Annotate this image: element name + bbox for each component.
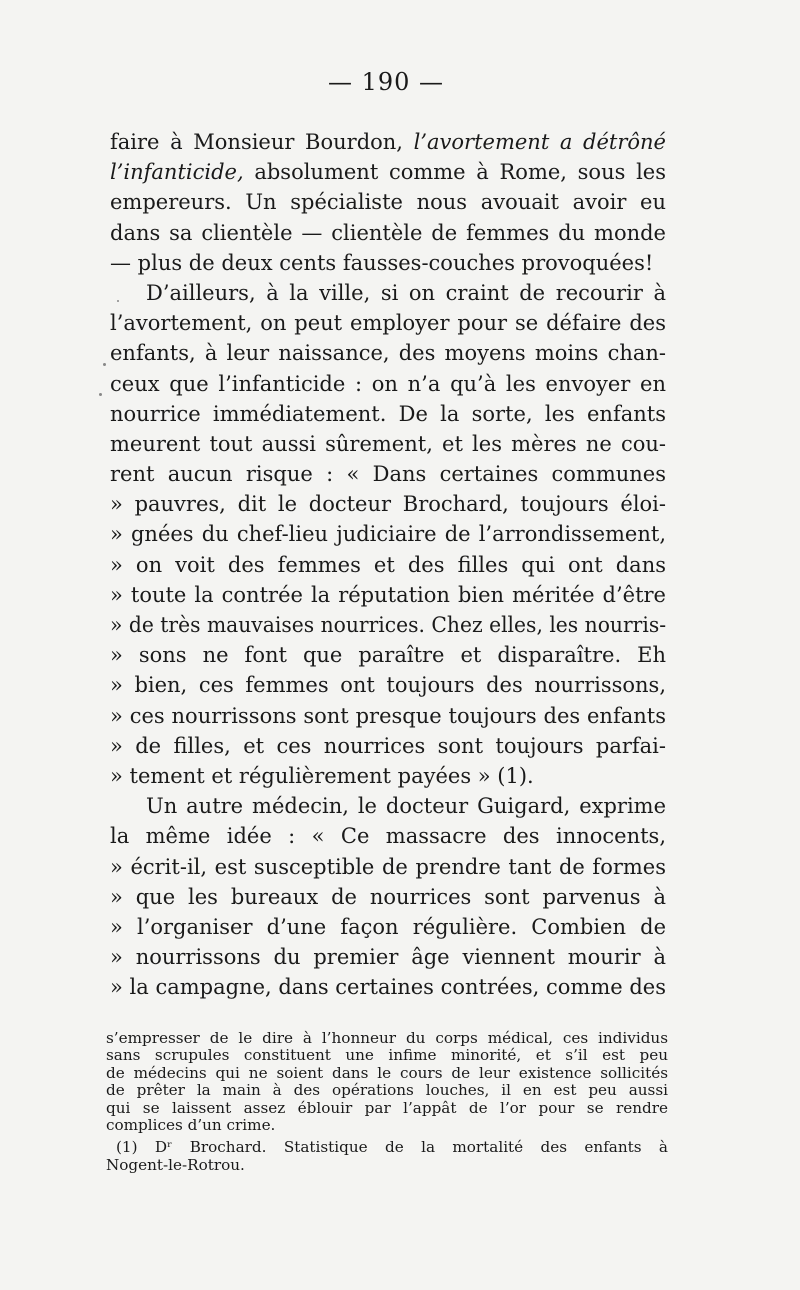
text-line: » la campagne, dans certaines contrées, comme des <box>110 975 666 1000</box>
text-line: » pauvres, dit le docteur Brochard, toujours éloi- <box>110 492 666 517</box>
text-line: faire à Monsieur Bourdon, l’avortement a détrôné <box>110 130 666 154</box>
italic-emphasis: l’infanticide, <box>110 160 244 185</box>
paper-speck <box>103 363 106 366</box>
paper-speck <box>117 300 119 302</box>
text-line: » gnées du chef-lieu judiciaire de l’arrondissement, <box>110 522 666 547</box>
text-line: » toute la contrée la réputation bien méritée d’être <box>110 582 666 607</box>
text-line: meurent tout aussi sûrement, et les mères ne cou- <box>110 431 666 456</box>
footnote-line: qui se laissent assez éblouir par l’appât de l’or pour se rendre <box>106 1098 668 1117</box>
text-line: rent aucun risque : « Dans certaines communes <box>110 462 666 487</box>
text-line: » tement et régulièrement payées » (1). <box>110 763 534 788</box>
footnote-line: complices d’un crime. <box>106 1115 276 1134</box>
text-line: » on voit des femmes et des filles qui ont dans <box>110 552 666 577</box>
text-line: ceux que l’infanticide : on n’a qu’à les envoyer en <box>110 371 666 396</box>
text-line: » l’organiser d’une façon régulière. Combien de <box>110 914 666 939</box>
text-line: » nourrissons du premier âge viennent mourir à <box>110 945 666 970</box>
text-line: la même idée : « Ce massacre des innocents, <box>110 824 666 849</box>
paper-speck <box>99 393 102 396</box>
text-line: l’avortement, on peut employer pour se défaire des <box>110 311 666 336</box>
footnote-line: (1) Dʳ Brochard. Statistique de la mortalité des enfants à <box>116 1138 668 1157</box>
text-line: nourrice immédiatement. De la sorte, les enfants <box>110 401 666 426</box>
text-line: l’infanticide, absolument comme à Rome, sous les <box>110 160 666 185</box>
footnote-line: sans scrupules constituent une infime minorité, et s’il est peu <box>106 1046 668 1065</box>
italic-emphasis: l’avortement a détrôné <box>413 130 666 154</box>
text-line: empereurs. Un spécialiste nous avouait avoir eu <box>110 190 666 215</box>
text-line: dans sa clientèle — clientèle de femmes du monde <box>110 220 666 245</box>
text-line: » écrit-il, est susceptible de prendre tant de formes <box>110 854 666 879</box>
footnotes-block <box>106 1030 668 1174</box>
text-line: enfants, à leur naissance, des moyens moins chan- <box>110 341 666 366</box>
footnote-line: de médecins qui ne soient dans le cours de leur existence sollicités <box>106 1063 668 1082</box>
footnote-line: s’empresser de le dire à l’honneur du corps médical, ces individus <box>106 1029 668 1047</box>
text-line: » de très mauvaises nourrices. Chez elles, les nourris- <box>110 613 667 637</box>
text-line: » sons ne font que paraître et disparaître. Eh <box>110 643 666 668</box>
text-line: » ces nourrissons sont presque toujours des enfants <box>110 703 666 728</box>
page-number: — 190 — <box>327 68 445 96</box>
footnote-line: Nogent-le-Rotrou. <box>106 1155 245 1174</box>
text-line: » de filles, et ces nourrices sont toujours parfai- <box>110 733 666 758</box>
text-line: » que les bureaux de nourrices sont parvenus à <box>110 884 666 909</box>
text-line: » bien, ces femmes ont toujours des nourrissons, <box>110 673 666 698</box>
main-text-block <box>110 127 666 1002</box>
text-line: Un autre médecin, le docteur Guigard, exprime <box>146 794 666 819</box>
text-line: D’ailleurs, à la ville, si on craint de recourir à <box>146 280 666 305</box>
footnote-line: de prêter la main à des opérations louches, il en est peu aussi <box>106 1081 668 1100</box>
text-line: — plus de deux cents fausses-couches provoquées! <box>110 250 654 275</box>
